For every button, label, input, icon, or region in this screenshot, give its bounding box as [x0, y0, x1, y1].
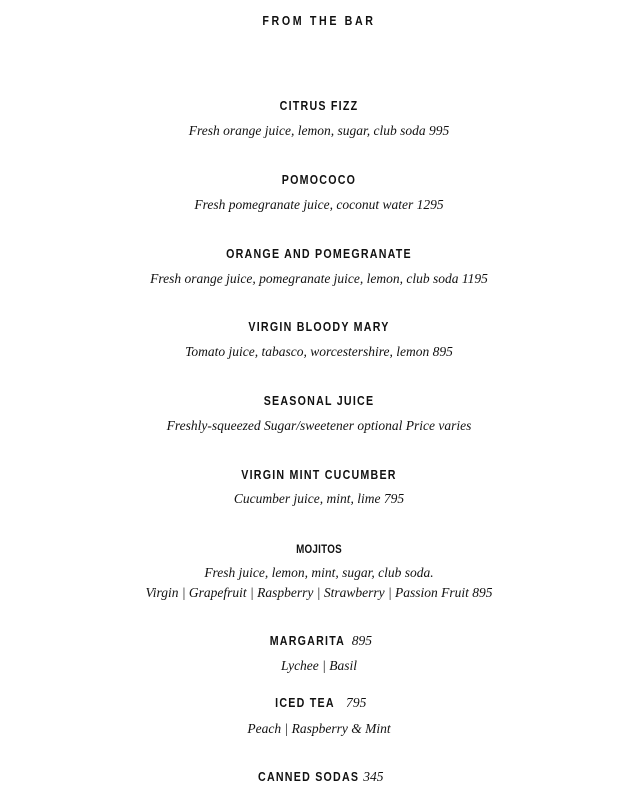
menu-item-description: Fresh orange juice, lemon, sugar, club soda 995	[188, 123, 450, 138]
menu-item-name: ORANGE AND POMEGRANATE	[226, 246, 412, 261]
menu-item-name: VIRGIN BLOODY MARY	[248, 319, 390, 334]
menu-item-description: Virgin | Grapefruit | Raspberry | Strawberry | Passion Fruit 895	[145, 585, 493, 600]
menu-item-heading	[57, 769, 580, 785]
menu-item-description: Peach | Raspberry & Mint	[247, 721, 391, 736]
menu-item-description: Lychee | Basil	[280, 658, 358, 673]
menu-item-name: ICED TEA	[275, 695, 335, 710]
menu-item-price: 345	[363, 769, 384, 784]
menu-item-name: MOJITOS	[296, 542, 342, 556]
menu-item-description: Freshly-squeezed Sugar/sweetener optional Price varies	[166, 418, 472, 433]
page-title: FROM THE BAR	[262, 13, 376, 28]
menu-item-name: POMOCOCO	[281, 172, 357, 187]
menu-item-name: CANNED SODAS	[258, 769, 360, 784]
menu-item-name: CITRUS FIZZ	[279, 98, 359, 113]
menu-item-name: MARGARITA	[269, 633, 346, 648]
menu-item-name: SEASONAL JUICE	[263, 393, 375, 408]
menu-item-name: VIRGIN MINT CUCUMBER	[241, 467, 397, 482]
menu-item-heading	[57, 633, 580, 649]
menu-item-description: Fresh juice, lemon, mint, sugar, club soda.	[204, 565, 434, 580]
menu-item-heading	[57, 695, 580, 711]
menu-item-description: Fresh pomegranate juice, coconut water 1295	[194, 197, 444, 212]
menu-item-description: Fresh orange juice, pomegranate juice, lemon, club soda 1195	[150, 271, 488, 286]
menu-item-description: Cucumber juice, mint, lime 795	[233, 491, 405, 506]
menu-item-price: 795	[346, 695, 367, 710]
menu-item-price: 895	[351, 633, 372, 648]
menu-item-description: Tomato juice, tabasco, worcestershire, lemon 895	[185, 344, 453, 359]
